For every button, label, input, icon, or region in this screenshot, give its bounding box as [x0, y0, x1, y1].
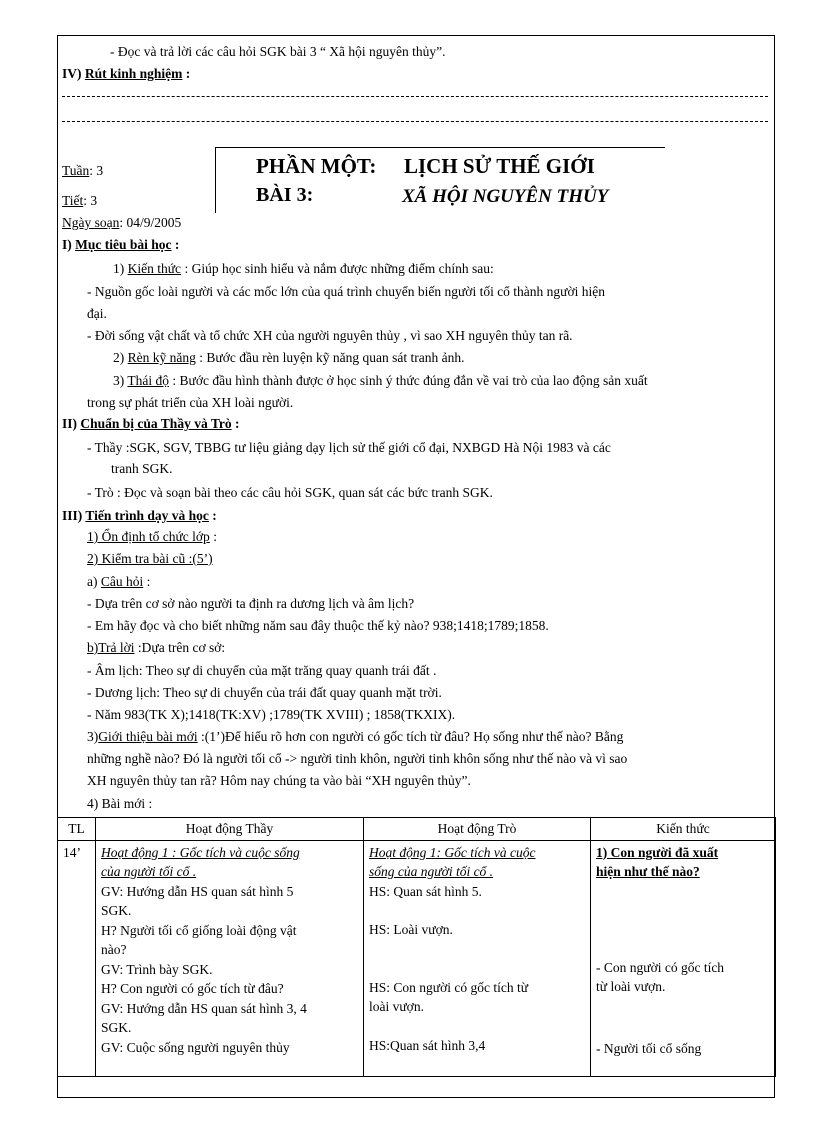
answer-heading: b)Trả lời :Dựa trên cơ sở:	[87, 640, 226, 655]
attitude-line: 3) Thái độ : Bước đầu hình thành được ở học sinh ý thức đúng đắn về vai trò của lao động sản xuất	[113, 373, 648, 388]
lesson-title: XÃ HỘI NGUYÊN THỦY	[402, 186, 609, 207]
date-field: Ngày soạn: 04/9/2005	[62, 215, 182, 230]
step-2: 2) Kiểm tra bài cũ :(5’)	[87, 551, 213, 566]
part-title: LỊCH SỬ THẾ GIỚI	[404, 154, 595, 178]
section-2-heading: II) Chuẩn bị của Thầy và Trò :	[62, 416, 240, 431]
period-field: Tiết: 3	[62, 193, 98, 208]
week-field: Tuần: 3	[62, 163, 104, 178]
question-2: - Em hãy đọc và cho biết những năm sau đây thuộc thế kỷ nào? 938;1418;1789;1858.	[87, 618, 549, 633]
top-line: - Đọc và trả lời các câu hỏi SGK bài 3 “ Xã hội nguyên thủy”.	[110, 44, 446, 59]
lesson-label: BÀI 3:	[256, 184, 314, 206]
dashed-divider	[62, 96, 768, 97]
knowledge-cell: 1) Con người đã xuất hiện như thế nào? - Con người có gốc tích từ loài vượn. - Người tối cổ sống	[591, 840, 776, 1077]
student-prep: - Trò : Đọc và soạn bài theo các câu hỏi SGK, quan sát các bức tranh SGK.	[87, 485, 493, 500]
teacher-prep-cont: tranh SGK.	[111, 461, 173, 476]
intro-line: 3)Giới thiệu bài mới :(1’)Để hiểu rõ hơn con người có gốc tích từ đâu? Họ sống như thế nào? Bằng	[87, 729, 624, 744]
part-label: PHẦN MỘT:	[256, 154, 377, 178]
step-1: 1) Ổn định tổ chức lớp :	[87, 529, 217, 544]
section-3-heading: III) Tiến trình dạy và học :	[62, 508, 217, 523]
header-knowledge: Kiến thức	[591, 818, 776, 841]
student-cell: Hoạt động 1: Gốc tích và cuộc sống của người tối cổ . HS: Quan sát hình 5. HS: Loài vượn. HS: Con người có gốc tích từ loài vượn. HS:Quan sát hình 3,4	[364, 840, 591, 1077]
answer-2: - Dương lịch: Theo sự di chuyển của trái đất quay quanh mặt trời.	[87, 685, 442, 700]
answer-1: - Âm lịch: Theo sự di chuyển của mặt trăng quay quanh trái đất .	[87, 663, 437, 678]
intro-line-cont: những nghề nào? Đó là người tối cổ -> người tinh khôn, người tinh khôn sống như thế nào và vì sao	[87, 751, 628, 766]
lesson-title-box	[215, 147, 665, 213]
table-header-row	[58, 818, 776, 841]
attitude-line-cont: trong sự phát triển của XH loài người.	[87, 395, 294, 410]
question-1: - Dựa trên cơ sở nào người ta định ra dương lịch và âm lịch?	[87, 596, 415, 611]
knowledge-point: - Nguồn gốc loài người và các mốc lớn của quá trình chuyển biến người tối cổ thành người hiện	[87, 284, 606, 299]
activity-table	[57, 817, 776, 1077]
table-row	[58, 840, 776, 1077]
knowledge-point: - Đời sống vật chất và tổ chức XH của người nguyên thủy , vì sao XH nguyên thủy tan rã.	[87, 328, 573, 343]
step-4: 4) Bài mới :	[87, 796, 153, 811]
knowledge-line: 1) Kiến thức : Giúp học sinh hiểu và nắm được những điểm chính sau:	[113, 261, 494, 276]
time-cell: 14’	[58, 840, 96, 1077]
intro-line-cont: XH nguyên thủy tan rã? Hôm nay chúng ta vào bài “XH nguyên thủy”.	[87, 773, 471, 788]
header-teacher: Hoạt động Thầy	[96, 818, 364, 841]
dashed-divider	[62, 121, 768, 122]
teacher-prep: - Thầy :SGK, SGV, TBBG tư liệu giảng dạy lịch sử thế giới cổ đại, NXBGD Hà Nội 1983 và các	[87, 440, 611, 455]
answer-3: - Năm 983(TK X);1418(TK:XV) ;1789(TK XVIII) ; 1858(TKXIX).	[87, 707, 456, 722]
section-1-heading: I) Mục tiêu bài học :	[62, 237, 180, 252]
knowledge-point-cont: đại.	[87, 306, 107, 321]
skill-line: 2) Rèn kỹ năng : Bước đầu rèn luyện kỹ năng quan sát tranh ảnh.	[113, 350, 465, 365]
question-heading: a) Câu hỏi :	[87, 574, 151, 589]
section-4-heading: IV) Rút kinh nghiệm :	[62, 66, 191, 81]
header-student: Hoạt động Trò	[364, 818, 591, 841]
teacher-cell: Hoạt động 1 : Gốc tích và cuộc sống của người tối cổ . GV: Hướng dẫn HS quan sát hình 5 SGK. H? Người tối cổ giống loài động vật nào? GV: Trình bày SGK. H? Con người có gốc tích từ đâu? GV: Hướng dẫn HS quan sát hình 3, 4 SGK. GV: Cuộc sống người nguyên thủy	[96, 840, 364, 1077]
header-time: TL	[58, 818, 96, 841]
